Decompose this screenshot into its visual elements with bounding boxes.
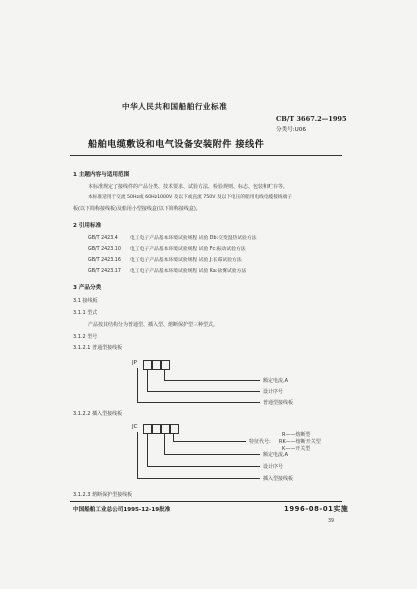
leader-line bbox=[164, 380, 260, 381]
page-number: 39 bbox=[328, 519, 335, 524]
label-design-number: 设计序号 bbox=[263, 464, 284, 470]
code-box bbox=[152, 424, 161, 434]
leader-line bbox=[137, 402, 260, 403]
subsection-3-1-1: 3.1.1 型式 bbox=[73, 310, 98, 316]
reference-row bbox=[88, 256, 242, 263]
code-box bbox=[161, 360, 170, 370]
code-switch: K——开关型 bbox=[282, 446, 311, 452]
approval-statement: 中国船舶工业总公司1995-12-19批准 bbox=[73, 507, 171, 513]
leader-line bbox=[173, 441, 246, 442]
title-rule bbox=[70, 155, 342, 156]
code-box bbox=[161, 424, 170, 434]
reference-title: 电工电子产品基本环境试验规程 试验 J:长霉试验方法 bbox=[130, 258, 242, 263]
model-prefix: JP bbox=[132, 360, 138, 366]
subsection-3-1-1-text: 产品按其结构分为普通型、插入型、熔断保护型三种型式。 bbox=[88, 322, 219, 328]
leader-line bbox=[137, 432, 138, 478]
leader-line bbox=[137, 368, 138, 402]
reference-title: 电工电子产品基本环境试验规程 试验 Db:交变湿热试验方法 bbox=[130, 236, 257, 241]
reference-code: GB/T 2423.4 bbox=[88, 236, 118, 241]
leader-line bbox=[137, 478, 260, 479]
subsection-3-1: 3.1 接线板 bbox=[73, 298, 98, 304]
standard-name: 中华人民共和国船舶行业标准 bbox=[122, 102, 228, 111]
code-box bbox=[170, 424, 179, 434]
leader-line bbox=[147, 433, 148, 466]
code-fuse-switch: RK——熔断开关型 bbox=[279, 439, 321, 445]
reference-row bbox=[88, 234, 257, 241]
reference-title: 电工电子产品基本环境试验规程 试验 Fc:振动试验方法 bbox=[130, 247, 246, 252]
leader-line bbox=[164, 369, 165, 380]
leader-line bbox=[164, 454, 260, 455]
section1-paragraph3: 板(以下简称接线板)及船用小型接线盒(以下简称接线盒)。 bbox=[73, 206, 201, 212]
leader-line bbox=[173, 433, 174, 441]
reference-code: GB/T 2423.16 bbox=[88, 258, 121, 263]
section3-heading: 3 产品分类 bbox=[73, 285, 102, 291]
label-ordinary-terminal-board: 普通型接线板 bbox=[263, 400, 294, 406]
subsection-3-1-2-3: 3.1.2.3 熔断保护型接线板 bbox=[73, 492, 133, 498]
reference-code: GB/T 2423.17 bbox=[88, 269, 121, 274]
subsection-3-1-2: 3.1.2 型号 bbox=[73, 334, 98, 340]
leader-line bbox=[147, 466, 260, 467]
subsection-3-1-2-2: 3.1.2.2 插入型接线板 bbox=[73, 411, 123, 417]
section1-heading: 1 主题内容与适用范围 bbox=[73, 172, 130, 178]
label-feature-code: 特征代号: bbox=[249, 439, 271, 445]
code-box bbox=[152, 360, 161, 370]
leader-line bbox=[164, 433, 165, 454]
subsection-3-1-2-1: 3.1.2.1 普通型接线板 bbox=[73, 345, 123, 351]
section2-heading: 2 引用标准 bbox=[73, 223, 102, 229]
effective-date: 1996-08-01实施 bbox=[284, 505, 349, 513]
reference-title: 电工电子产品基本环境试验规程 试验 Ka:盐雾试验方法 bbox=[130, 269, 247, 274]
model-prefix: JC bbox=[132, 424, 138, 430]
footer-rule bbox=[70, 501, 342, 502]
reference-code: GB/T 2423.10 bbox=[88, 247, 121, 252]
leader-line bbox=[147, 391, 260, 392]
section1-paragraph2: 本标准适用于交流 50Hz或 60Hz1000V 及以下或直流 750V 及以下电压的船用电线电缆接线端子 bbox=[88, 195, 292, 200]
label-plug-in-terminal-board: 插入型接线板 bbox=[263, 476, 294, 482]
code-fuse: R——熔断型 bbox=[282, 432, 311, 438]
label-design-number: 设计序号 bbox=[263, 389, 284, 395]
section1-paragraph1: 本标准规定了接线件的产品分类、技术要求、试验方法、检验规则、标志、包装和贮存等。 bbox=[88, 184, 289, 190]
label-rated-current: 额定电流,A bbox=[263, 452, 289, 458]
leader-line bbox=[147, 369, 148, 391]
standard-code: CB/T 3667.2—1995 bbox=[276, 115, 347, 123]
reference-row bbox=[88, 267, 246, 274]
classification-number: 分类号:U06 bbox=[276, 127, 306, 133]
document-title: 船舶电缆敷设和电气设备安装附件 接线件 bbox=[88, 139, 265, 150]
label-rated-current: 额定电流,A bbox=[263, 378, 289, 384]
reference-row bbox=[88, 245, 246, 252]
